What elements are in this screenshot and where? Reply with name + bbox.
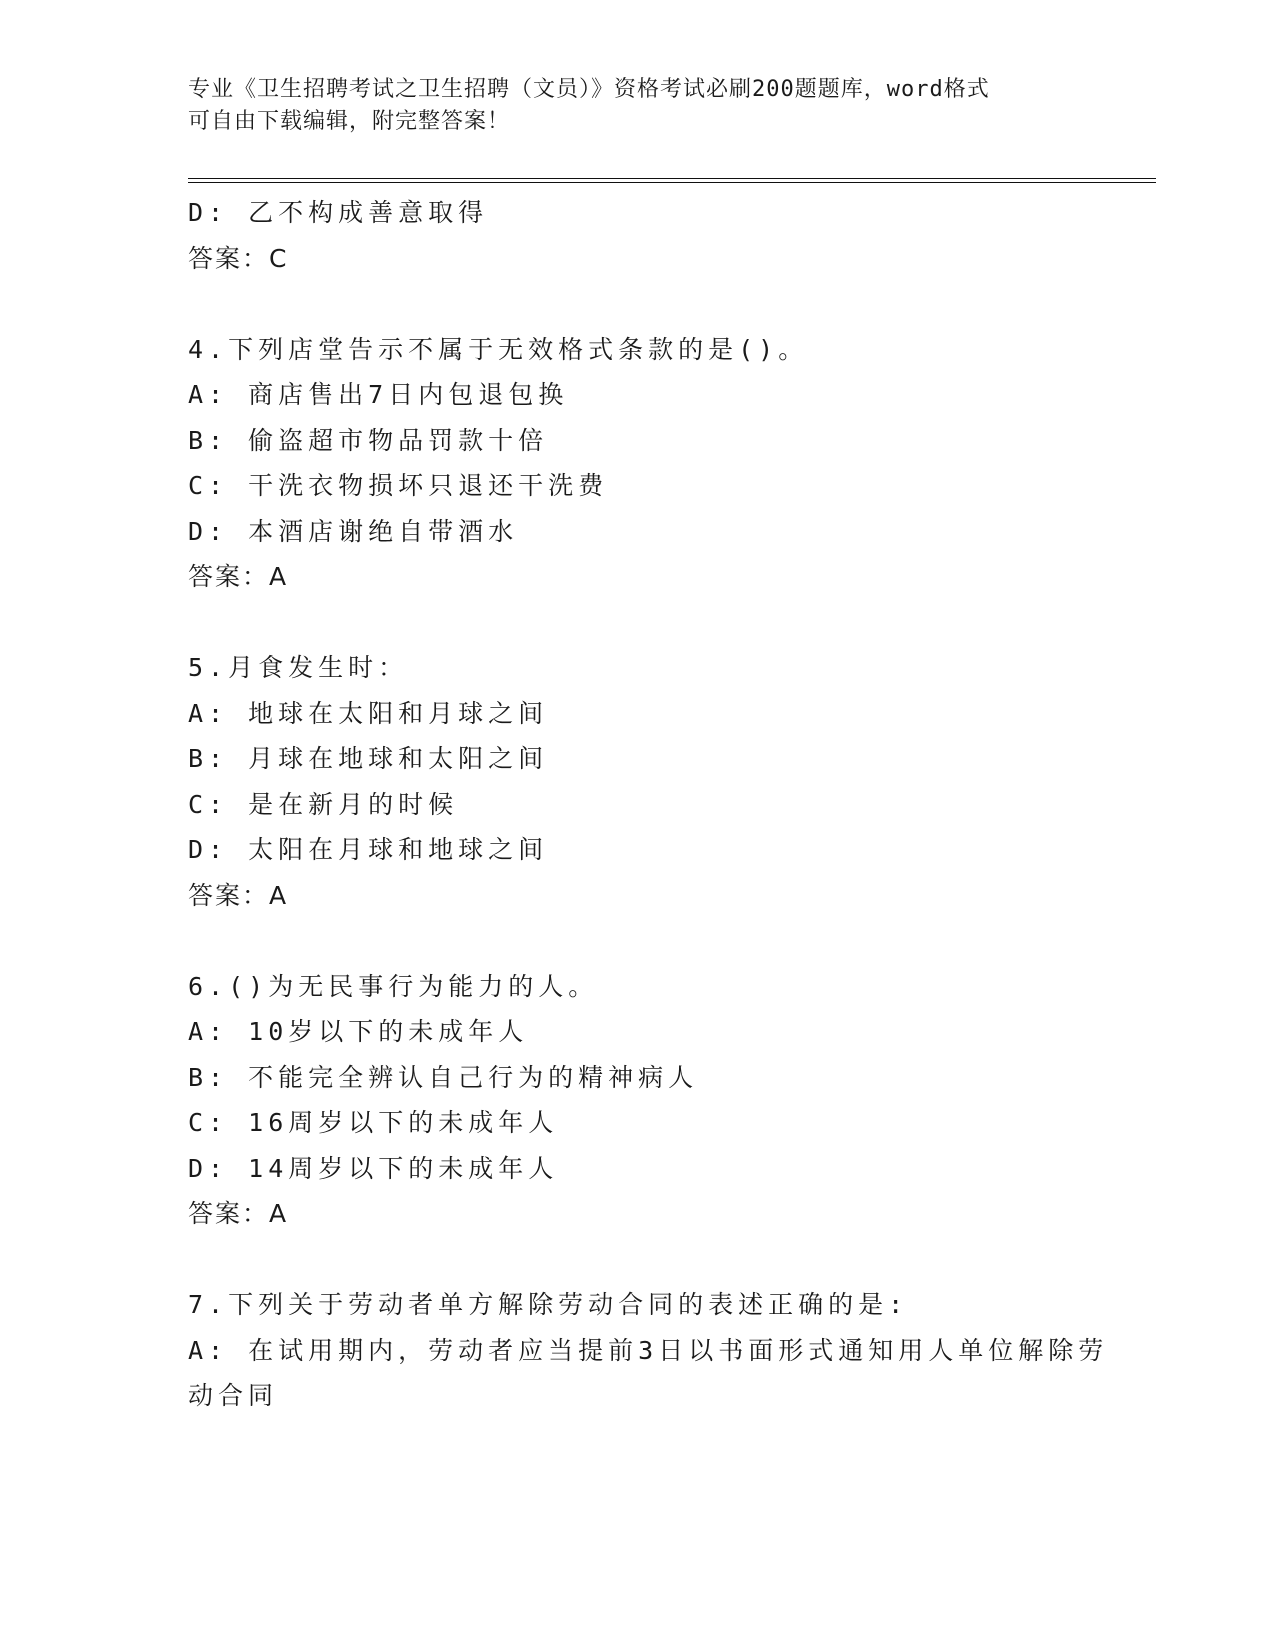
option-c: C: 干洗衣物损坏只退还干洗费 <box>188 471 609 500</box>
spacer <box>188 281 1088 327</box>
header-title-line1: 专业《卫生招聘考试之卫生招聘（文员）》资格考试必刷200题题库，word格式 <box>188 77 990 102</box>
answer-label: 答案： <box>188 880 270 910</box>
option-a-line1: A: 在试用期内，劳动者应当提前3日以书面形式通知用人单位解除劳 <box>188 1335 1109 1365</box>
option-b: B: 偷盗超市物品罚款十倍 <box>188 425 549 455</box>
answer-row <box>188 1191 1088 1237</box>
question-text: 6.()为无民事行为能力的人。 <box>188 971 599 1001</box>
option-c: C: 16周岁以下的未成年人 <box>188 1108 559 1137</box>
question-4 <box>188 327 1088 600</box>
answer-value: A <box>269 562 288 591</box>
spacer <box>188 918 1088 964</box>
question-5 <box>188 645 1088 918</box>
answer-label: 答案： <box>188 1199 270 1228</box>
option-a: A: 商店售出7日内包退包换 <box>188 380 569 409</box>
answer-row <box>188 554 1088 600</box>
option-c: C: 是在新月的时候 <box>188 789 459 819</box>
answer-label: 答案： <box>188 243 270 273</box>
option-d: D: 太阳在月球和地球之间 <box>188 835 549 864</box>
answer-value: A <box>269 880 288 910</box>
answer-value: C <box>269 243 288 273</box>
option-d: D: 本酒店谢绝自带酒水 <box>188 516 519 546</box>
option-a: A: 10岁以下的未成年人 <box>188 1017 529 1046</box>
option-b: B: 不能完全辨认自己行为的精神病人 <box>188 1062 699 1092</box>
spacer <box>188 600 1088 646</box>
page-header <box>188 74 1068 138</box>
option-a-line2: 动合同 <box>188 1381 279 1410</box>
question-3 <box>188 190 1088 281</box>
option-d: D: 乙不构成善意取得 <box>188 198 489 227</box>
question-6 <box>188 964 1088 1237</box>
question-list <box>188 190 1109 1419</box>
question-7 <box>188 1282 1109 1419</box>
option-b: B: 月球在地球和太阳之间 <box>188 744 549 773</box>
question-text: 7.下列关于劳动者单方解除劳动合同的表述正确的是: <box>188 1290 909 1319</box>
answer-label: 答案： <box>188 562 270 591</box>
answer-row <box>188 873 1088 919</box>
header-title-line2: 可自由下载编辑，附完整答案！ <box>188 109 511 134</box>
option-d: D: 14周岁以下的未成年人 <box>188 1153 559 1183</box>
question-text: 4.下列店堂告示不属于无效格式条款的是()。 <box>188 334 809 364</box>
header-divider <box>188 178 1156 183</box>
question-text: 5.月食发生时： <box>188 653 409 682</box>
spacer <box>188 1237 1088 1283</box>
option-a: A: 地球在太阳和月球之间 <box>188 698 549 728</box>
answer-value: A <box>269 1199 288 1228</box>
answer-row <box>188 236 1088 282</box>
